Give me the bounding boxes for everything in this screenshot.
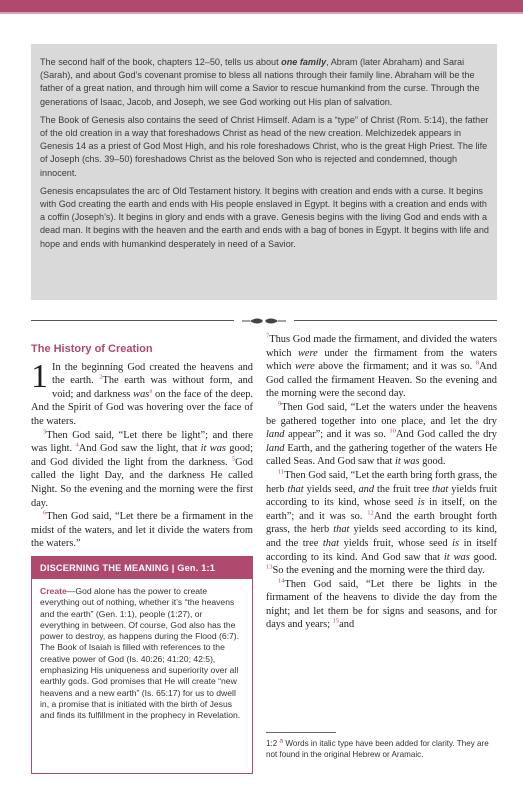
intro-paragraph-1: The second half of the book, chapters 12–50, tells us about one family, Abram (later Abraham) and Sarai (Sarah), and about God’s covenant promise to bless all nations through their family line. Abraham will be the father of a great nation, and through him will come a Savior to rescue humankind from the curse. Through the generations of Isaac, Jacob, and Joseph, we see God working out His plan of salvation. <box>40 57 480 107</box>
section-heading: The History of Creation <box>31 343 153 355</box>
top-accent-line <box>0 12 523 14</box>
footnote-rule <box>266 732 336 733</box>
scripture-column-left <box>31 333 253 551</box>
intro-paragraph-3: Genesis encapsulates the arc of Old Testament history. It begins with creation and ends with a curse. It begins with God creating the earth and ends with His people enslaved in Egypt. It begins with a creation and ends with a coffin (Joseph’s). It begins in glory and ends with a grave. Genesis begins with the living God and ends with a dead man. It begins with the heaven and the earth and ends with a bag of bones in Egypt. It begins with life and hope and ends with humankind desperately in need of a Savior. <box>40 185 489 249</box>
discerning-meaning-sidebar <box>31 556 253 774</box>
scripture-column-right <box>266 333 497 632</box>
divider-line-left <box>31 320 234 321</box>
footnote-marker[interactable]: a <box>149 387 153 395</box>
top-color-bar <box>0 0 523 12</box>
intro-paragraph-2: The Book of Genesis also contains the seed of Christ Himself. Adam is a “type” of Christ (Rom. 5:14), the father of the old creation in a way that foreshadows Christ as head of the new creation. Melchizedek appears in Genesis 14 as a priest of God Most High, and his role foreshadows Christ, who is the great High Priest. The life of Joseph (chs. 39–50) foreshadows Christ as the beloved Son who is rejected and condemned, though innocent. <box>40 114 489 178</box>
intro-panel <box>31 44 497 300</box>
footnote: 1:2 $^a$ Words in italic type have been added for clarity. They are not found in the original Hebrew or Aramaic. <box>266 737 489 759</box>
sidebar-title: DISCERNING THE MEANING | Gen. 1:1 <box>32 557 252 579</box>
verse-block-6: $^6$Then God said, “Let there be a firmament in the midst of the waters, and let it divide the waters from the waters.” <box>31 509 253 550</box>
ornamental-divider <box>31 316 497 326</box>
verse-block-3: $^3$Then God said, “Let there be light”; and there was light. $^4$And God saw the light, that it was good; and God divided the light from the darkness. $^5$God called the light Day, and the darkness He called Night. So the evening and the morning were the first day. <box>31 428 253 509</box>
divider-line-right <box>294 320 497 321</box>
verse-block-11: $^{11}$Then God said, “Let the earth bring forth grass, the herb that yields seed, and the fruit tree that yields fruit according to its kind, whose seed is in itself, on the earth”; and it was so. $^{12}$And the earth brought forth grass, the herb that yields seed according to its kind, and the tree that yields fruit, whose seed is in itself according to its kind. And God saw that it was good. $^{13}$So the evening and the morning were the third day. <box>266 468 498 577</box>
chapter-number: 1 <box>31 357 48 395</box>
ornament-icon <box>240 316 288 326</box>
verse-block-9: $^9$Then God said, “Let the waters under the heavens be gathered together into one place, and let the dry land appear”; and it was so. $^{10}$And God called the dry land Earth, and the gathering together of the waters He called Seas. And God saw that it was good. <box>266 400 497 468</box>
sidebar-term: Create <box>40 586 67 596</box>
verse-block-1: 1 In the beginning God created the heavens and the earth. $^2$The earth was without form, and void; and darkness was$^a$ on the face of the deep. And the Spirit of God was hovering over the face of the waters. <box>31 357 254 427</box>
verse-block-7: $^7$Thus God made the firmament, and divided the waters which were under the firmament from the waters which were above the firmament; and it was so. $^8$And God called the firmament Heaven. So the evening and the morning were the second day. <box>266 332 497 400</box>
verse-block-14: $^{14}$Then God said, “Let there be lights in the firmament of the heavens to divide the day from the night; and let them be for signs and seasons, and for days and years; $^{15}$and <box>266 577 497 631</box>
sidebar-body: Create—God alone has the power to create everything out of nothing, whether it’s “the heavens and the earth” (Gen. 1:1), people (1:27), or everything in between. Of course, God also has the power to destroy, as happens during the Flood (6:7). The Book of Isaiah is filled with references to the creative power of God (Is. 40:26; 41:20; 42:5), emphasizing His uniqueness and superiority over all earthly gods. God promises that He will create “new heavens and a new earth” (Is. 65:17) for us to dwell in, a promise that is initiated with the birth of Jesus and finds its fulfillment in the prophecy in Revelation. <box>40 586 241 721</box>
